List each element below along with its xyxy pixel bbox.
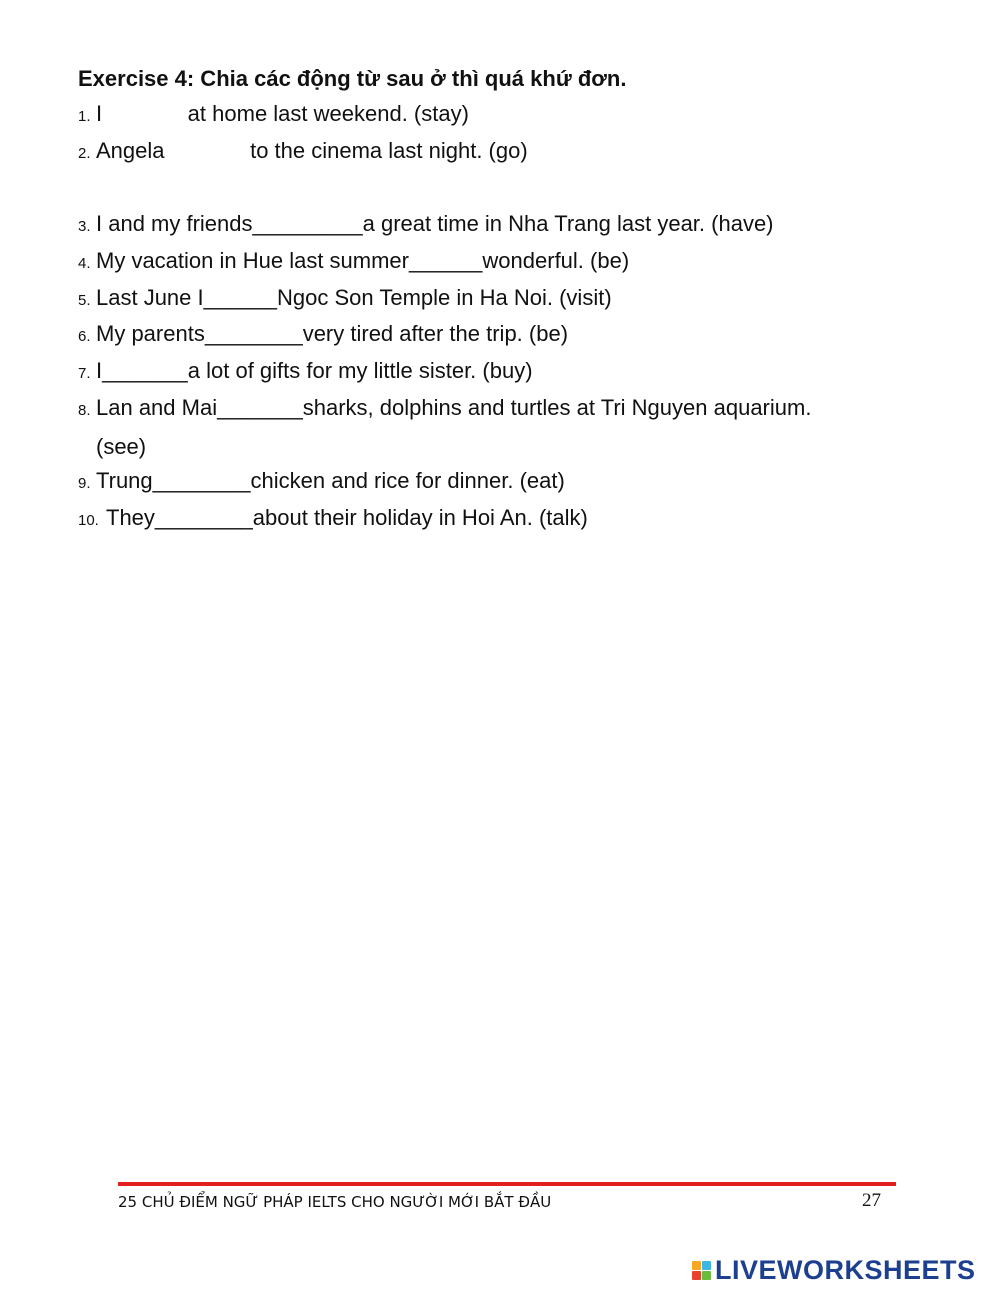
item-text: Lan and Mai_______sharks, dolphins and turtles at Tri Nguyen aquarium. xyxy=(96,395,812,420)
item-number: 4. xyxy=(78,255,91,272)
item-number: 6. xyxy=(78,328,91,345)
exercise-item-9 xyxy=(78,463,938,502)
exercise-item-1 xyxy=(78,96,938,135)
exercise-item-10 xyxy=(78,500,938,539)
exercise-item-7 xyxy=(78,353,938,392)
liveworksheets-logo-icon xyxy=(692,1261,711,1280)
item-number: 5. xyxy=(78,292,91,309)
brand-name: LIVEWORKSHEETS xyxy=(715,1254,976,1285)
exercise-item-5 xyxy=(78,280,938,319)
page-number: 27 xyxy=(862,1190,881,1211)
item-number: 2. xyxy=(78,145,91,162)
exercise-item-3 xyxy=(78,206,938,245)
logo-square-red xyxy=(692,1271,701,1280)
item-text: Last June I______Ngoc Son Temple in Ha Noi. (visit) xyxy=(96,285,612,310)
item-number: 7. xyxy=(78,365,91,382)
exercise-item-2 xyxy=(78,133,938,172)
liveworksheets-brand[interactable] xyxy=(692,1252,976,1288)
logo-square-blue xyxy=(702,1261,711,1270)
item-text: They________about their holiday in Hoi An. (talk) xyxy=(106,505,588,530)
item-text: I at home last weekend. (stay) xyxy=(96,101,469,126)
logo-square-green xyxy=(702,1271,711,1280)
item-number: 3. xyxy=(78,218,91,235)
exercise-item-8 xyxy=(78,390,938,465)
item-text: I_______a lot of gifts for my little sister. (buy) xyxy=(96,358,533,383)
item-text-continuation: (see) xyxy=(96,434,147,459)
exercise-item-4 xyxy=(78,243,938,282)
logo-square-orange xyxy=(692,1261,701,1270)
item-number: 9. xyxy=(78,475,91,492)
item-text: Trung________chicken and rice for dinner. (eat) xyxy=(96,468,565,493)
exercise-item-6 xyxy=(78,316,938,355)
exercise-title: Exercise 4: Chia các động từ sau ở thì quá khứ đơn. xyxy=(78,66,627,91)
item-number: 1. xyxy=(78,108,91,125)
footer-title: 25 CHỦ ĐIỂM NGỮ PHÁP IELTS CHO NGƯỜI MỚI BẮT ĐẦU xyxy=(118,1193,552,1211)
item-text: My parents________very tired after the trip. (be) xyxy=(96,321,569,346)
item-number: 10. xyxy=(78,512,99,529)
footer-divider xyxy=(118,1182,896,1186)
item-number: 8. xyxy=(78,402,91,419)
item-text: Angela to the cinema last night. (go) xyxy=(96,138,528,163)
item-text: I and my friends_________a great time in Nha Trang last year. (have) xyxy=(96,211,774,236)
item-text: My vacation in Hue last summer______wonderful. (be) xyxy=(96,248,630,273)
